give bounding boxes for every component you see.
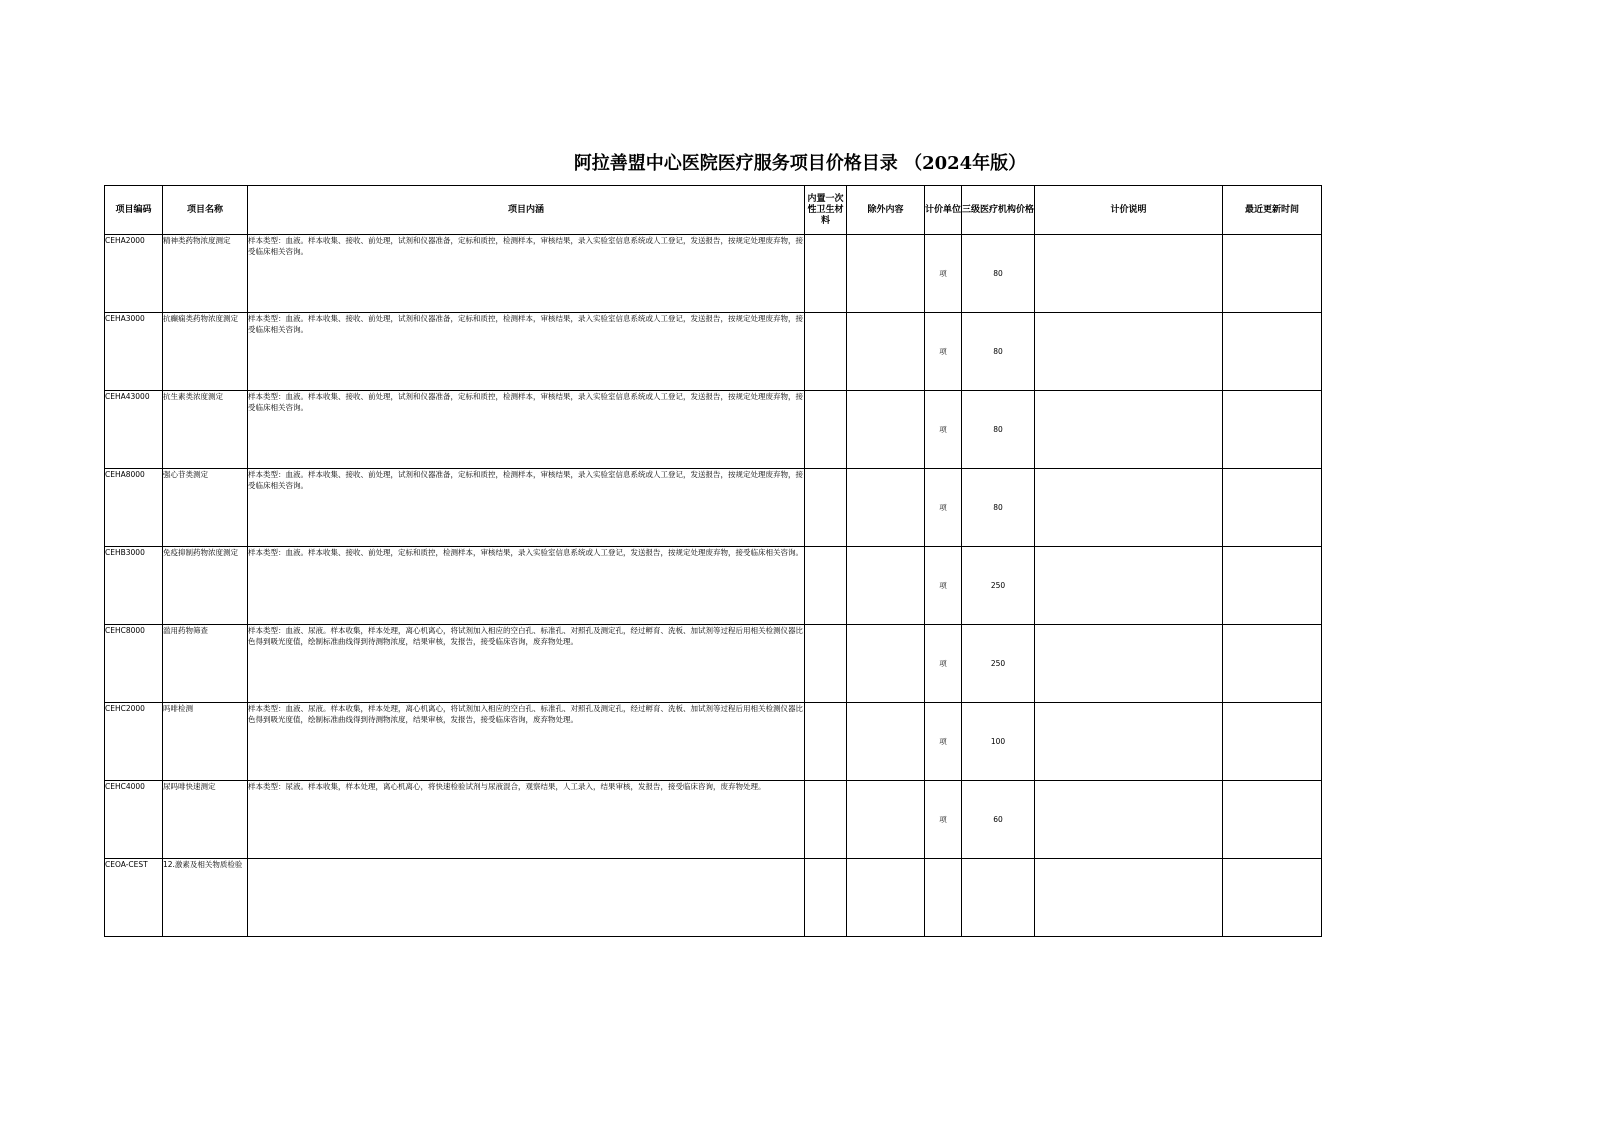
cell-note: [1035, 547, 1223, 625]
cell-code: CEHB3000: [105, 547, 163, 625]
cell-note: [1035, 391, 1223, 469]
header-unit: 计价单位: [925, 186, 962, 235]
cell-excluded: [847, 469, 925, 547]
table-row: [105, 235, 1322, 313]
cell-name: 免疫抑制药物浓度测定: [163, 547, 248, 625]
cell-excluded: [847, 859, 925, 937]
cell-name: 12.激素及相关物质检验: [163, 859, 248, 937]
header-excluded: 除外内容: [847, 186, 925, 235]
header-material: 内置一次性卫生材料: [805, 186, 847, 235]
cell-price: 80: [962, 391, 1035, 469]
cell-price: 80: [962, 313, 1035, 391]
cell-note: [1035, 781, 1223, 859]
cell-price: 250: [962, 625, 1035, 703]
cell-name: 吗啡检测: [163, 703, 248, 781]
table-row: [105, 469, 1322, 547]
cell-name: 抗癫痫类药物浓度测定: [163, 313, 248, 391]
cell-name: 尿吗啡快速测定: [163, 781, 248, 859]
cell-content: 样本类型：血液。样本收集、接收、前处理，试剂和仪器准备，定标和质控，检测样本，审核结果，录入实验室信息系统或人工登记，发送报告，按规定处理废弃物，接受临床相关咨询。: [248, 469, 805, 547]
cell-material: [805, 781, 847, 859]
cell-note: [1035, 235, 1223, 313]
header-updated: 最近更新时间: [1223, 186, 1322, 235]
cell-excluded: [847, 313, 925, 391]
cell-name: 抗生素类浓度测定: [163, 391, 248, 469]
cell-updated: [1223, 235, 1322, 313]
cell-note: [1035, 313, 1223, 391]
cell-content: 样本类型：尿液。样本收集，样本处理，离心机离心，将快速检验试剂与尿液混合，观察结果，人工录入，结果审核，发报告，接受临床咨询，废弃物处理。: [248, 781, 805, 859]
cell-unit: 项: [925, 703, 962, 781]
cell-price: 80: [962, 469, 1035, 547]
cell-unit: [925, 859, 962, 937]
cell-material: [805, 391, 847, 469]
cell-code: CEHC8000: [105, 625, 163, 703]
cell-code: CEHA8000: [105, 469, 163, 547]
table-row: [105, 859, 1322, 937]
cell-material: [805, 235, 847, 313]
cell-updated: [1223, 781, 1322, 859]
document-title: 阿拉善盟中心医院医疗服务项目价格目录 （2024年版）: [573, 153, 1027, 174]
table-row: [105, 625, 1322, 703]
cell-code: CEHA2000: [105, 235, 163, 313]
cell-material: [805, 859, 847, 937]
cell-price: 250: [962, 547, 1035, 625]
cell-unit: 项: [925, 547, 962, 625]
cell-excluded: [847, 703, 925, 781]
cell-material: [805, 703, 847, 781]
cell-material: [805, 547, 847, 625]
cell-code: CEHA3000: [105, 313, 163, 391]
cell-content: 样本类型：血液、尿液。样本收集，样本处理，离心机离心，将试剂加入相应的空白孔、标准孔、对照孔及测定孔，经过孵育、洗板、加试剂等过程后用相关检测仪器比色得到吸光度值，绘制标准曲线得到待测物浓度，结果审核，发报告，接受临床咨询，废弃物处理。: [248, 625, 805, 703]
cell-material: [805, 469, 847, 547]
cell-unit: 项: [925, 391, 962, 469]
cell-material: [805, 313, 847, 391]
cell-updated: [1223, 391, 1322, 469]
cell-price: 100: [962, 703, 1035, 781]
header-row: [105, 186, 1322, 235]
header-name: 项目名称: [163, 186, 248, 235]
header-price: 三级医疗机构价格: [962, 186, 1035, 235]
table-row: [105, 391, 1322, 469]
cell-price: [962, 859, 1035, 937]
cell-content: 样本类型：血液。样本收集、接收、前处理，定标和质控，检测样本，审核结果，录入实验室信息系统或人工登记，发送报告，按规定处理废弃物，接受临床相关咨询。: [248, 547, 805, 625]
cell-content: 样本类型：血液。样本收集、接收、前处理，试剂和仪器准备，定标和质控，检测样本，审核结果，录入实验室信息系统或人工登记，发送报告，按规定处理废弃物，接受临床相关咨询。: [248, 313, 805, 391]
cell-excluded: [847, 547, 925, 625]
cell-updated: [1223, 313, 1322, 391]
cell-note: [1035, 703, 1223, 781]
cell-unit: 项: [925, 313, 962, 391]
cell-content: 样本类型：血液。样本收集、接收、前处理，试剂和仪器准备，定标和质控，检测样本，审核结果，录入实验室信息系统或人工登记，发送报告，按规定处理废弃物，接受临床相关咨询。: [248, 391, 805, 469]
cell-excluded: [847, 391, 925, 469]
price-catalog-table: [104, 185, 1322, 937]
cell-name: 精神类药物浓度测定: [163, 235, 248, 313]
cell-code: CEHA43000: [105, 391, 163, 469]
cell-price: 80: [962, 235, 1035, 313]
cell-unit: 项: [925, 781, 962, 859]
cell-note: [1035, 625, 1223, 703]
cell-name: 滥用药物筛查: [163, 625, 248, 703]
cell-unit: 项: [925, 235, 962, 313]
table-row: [105, 703, 1322, 781]
cell-name: 强心苷类测定: [163, 469, 248, 547]
cell-updated: [1223, 625, 1322, 703]
cell-updated: [1223, 859, 1322, 937]
cell-excluded: [847, 625, 925, 703]
cell-material: [805, 625, 847, 703]
cell-updated: [1223, 547, 1322, 625]
table-row: [105, 313, 1322, 391]
cell-updated: [1223, 703, 1322, 781]
table-row: [105, 781, 1322, 859]
cell-code: CEOA-CEST: [105, 859, 163, 937]
cell-price: 60: [962, 781, 1035, 859]
header-code: 项目编码: [105, 186, 163, 235]
cell-updated: [1223, 469, 1322, 547]
header-content: 项目内涵: [248, 186, 805, 235]
cell-content: 样本类型：血液、尿液。样本收集，样本处理，离心机离心，将试剂加入相应的空白孔、标准孔、对照孔及测定孔，经过孵育、洗板、加试剂等过程后用相关检测仪器比色得到吸光度值，绘制标准曲线得到待测物浓度，结果审核，发报告，接受临床咨询，废弃物处理。: [248, 703, 805, 781]
header-note: 计价说明: [1035, 186, 1223, 235]
cell-excluded: [847, 781, 925, 859]
cell-content: 样本类型：血液。样本收集、接收、前处理，试剂和仪器准备，定标和质控，检测样本，审核结果，录入实验室信息系统或人工登记，发送报告，按规定处理废弃物，接受临床相关咨询。: [248, 235, 805, 313]
table-row: [105, 547, 1322, 625]
cell-code: CEHC4000: [105, 781, 163, 859]
cell-excluded: [847, 235, 925, 313]
cell-note: [1035, 859, 1223, 937]
cell-content: [248, 859, 805, 937]
cell-code: CEHC2000: [105, 703, 163, 781]
cell-note: [1035, 469, 1223, 547]
cell-unit: 项: [925, 625, 962, 703]
cell-unit: 项: [925, 469, 962, 547]
